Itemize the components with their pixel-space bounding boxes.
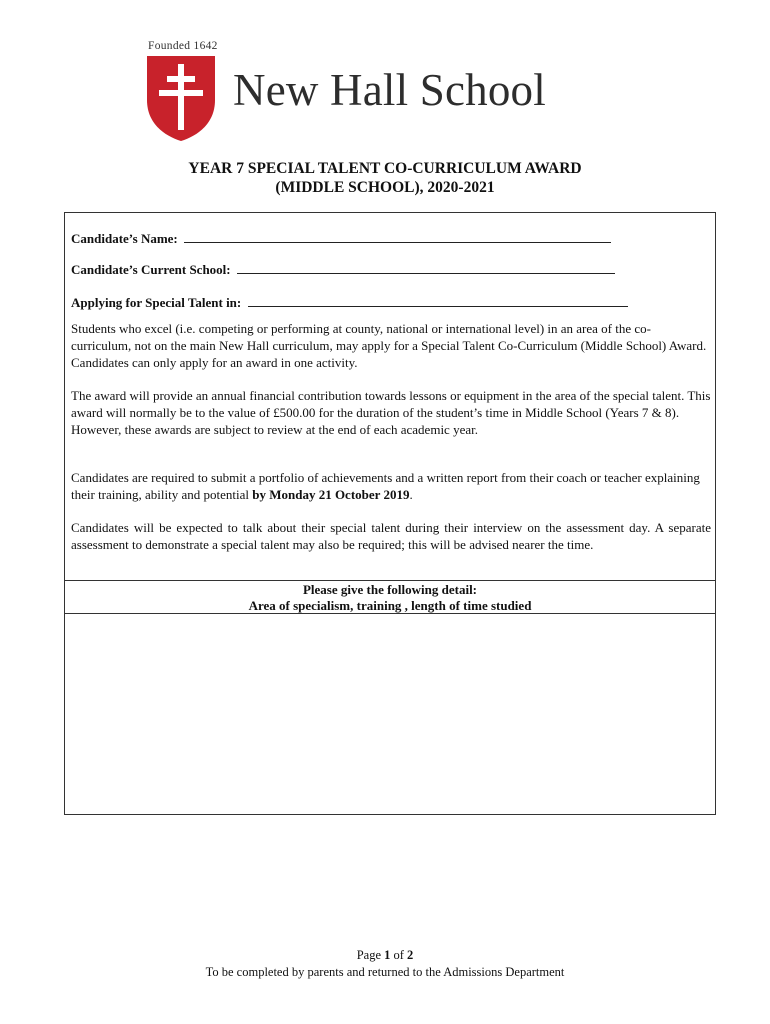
document-title: YEAR 7 SPECIAL TALENT CO-CURRICULUM AWARD (188, 160, 582, 177)
current-school-row (71, 262, 615, 278)
special-talent-field[interactable] (248, 296, 628, 307)
current-school-label: Candidate’s Current School: (71, 262, 231, 277)
interview-paragraph: Candidates will be expected to talk about their special talent during their interview on the assessment day. A separate assessment to demonstrate a special talent may also be required; this will be advised nearer the time. (71, 520, 711, 552)
portfolio-paragraph (71, 469, 711, 503)
section-divider (65, 580, 715, 581)
detail-subheading: Area of specialism, training , length of time studied (248, 598, 532, 613)
candidate-name-label: Candidate’s Name: (71, 231, 178, 246)
deadline-text: by Monday 21 October 2019 (252, 487, 410, 502)
shield-icon (145, 54, 217, 142)
portfolio-end: . (409, 487, 413, 502)
application-form (64, 212, 716, 815)
school-name: New Hall School (233, 65, 546, 115)
eligibility-paragraph: Students who excel (i.e. competing or performing at county, national or international level) in an area of the co-curriculum, not on the main New Hall curriculum, may apply for a Special Talent Co-Curriculum (Middle School) Award. Candidates can only apply for an award in one activity. (71, 321, 707, 370)
special-talent-label: Applying for Special Talent in: (71, 295, 242, 310)
page-of: of (390, 948, 408, 962)
footer-note: To be completed by parents and returned to the Admissions Department (205, 965, 565, 979)
special-talent-row (71, 295, 628, 311)
founded-text: Founded 1642 (148, 40, 218, 52)
document-subtitle: (MIDDLE SCHOOL), 2020-2021 (275, 179, 495, 196)
page-prefix: Page (356, 948, 385, 962)
school-logo (145, 40, 645, 150)
portfolio-text: Candidates are required to submit a portfolio of achievements and a written report from their coach or teacher explaining their training, ability and potential (71, 470, 700, 502)
page-number (0, 947, 770, 963)
current-school-field[interactable] (237, 263, 615, 274)
candidate-name-row (71, 231, 611, 247)
award-value-paragraph: The award will provide an annual financial contribution towards lessons or equipment in the area of the special talent. This award will normally be to the value of £500.00 for the duration of the student’s time in Middle School (Years 7 & 8). However, these awards are subject to review at the end of each academic year. (71, 388, 711, 437)
candidate-name-field[interactable] (184, 232, 611, 243)
page-total: 2 (407, 948, 414, 962)
detail-response-area[interactable] (65, 614, 715, 815)
page-current: 1 (384, 948, 391, 962)
detail-heading: Please give the following detail: (302, 582, 478, 597)
